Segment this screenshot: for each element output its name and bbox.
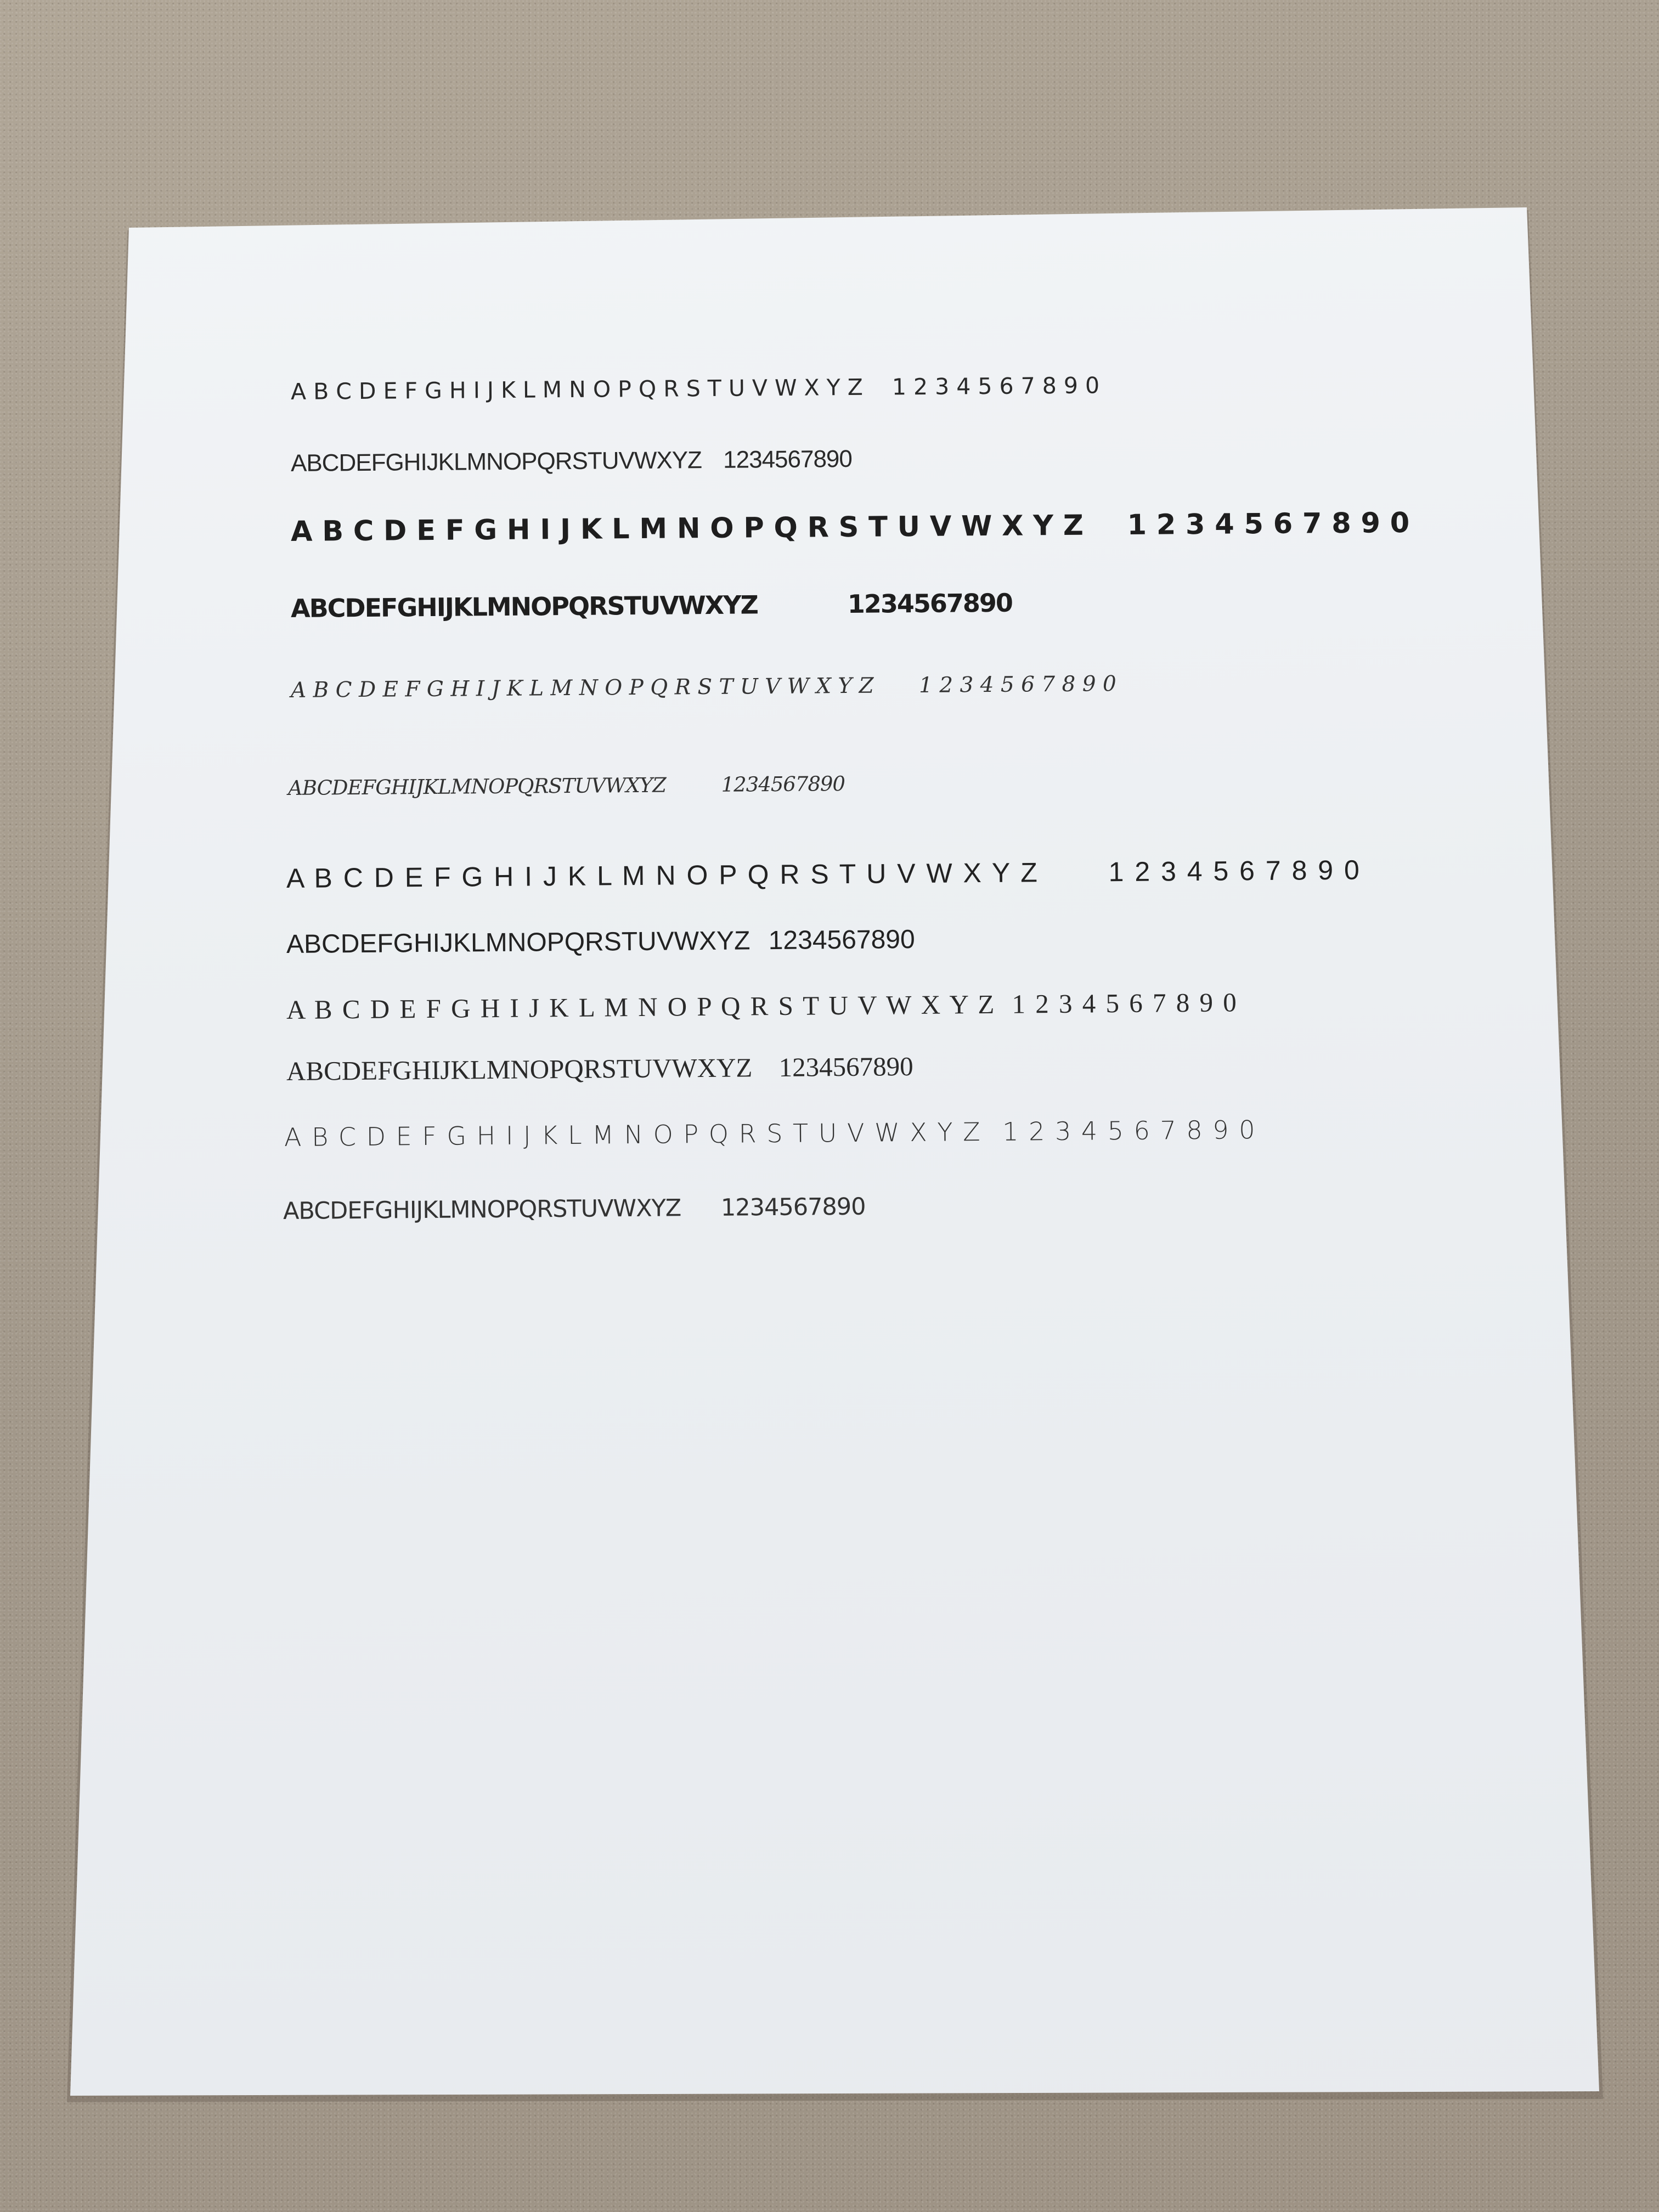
alphabet-text: A B C D E F G H I J K L M N O P Q R S T U V W X Y Z (284, 1117, 981, 1152)
alphabet-text: A B C D E F G H I J K L M N O P Q R S T U V W X Y Z (290, 509, 1084, 548)
digits-text: 1234567890 (723, 445, 853, 473)
digits-text: 1 2 3 4 5 6 7 8 9 0 (1012, 987, 1238, 1019)
digits-text: 1 2 3 4 5 6 7 8 9 0 (1127, 506, 1410, 542)
sample-line-4 (291, 588, 1012, 623)
sample-line-10 (286, 1051, 913, 1087)
sample-line-6 (288, 772, 845, 800)
sample-line-2 (291, 445, 852, 477)
alphabet-text: ABCDEFGHIJKLMNOPQRSTUVWXYZ (283, 1194, 681, 1225)
alphabet-text: A B C D E F G H I J K L M N O P Q R S T U V W X Y Z (290, 374, 864, 405)
alphabet-text: ABCDEFGHIJKLMNOPQRSTUVWXYZ (286, 1052, 753, 1086)
digits-text: 1234567890 (778, 1051, 913, 1082)
digits-text: 1234567890 (847, 588, 1013, 619)
alphabet-text: ABCDEFGHIJKLMNOPQRSTUVWXYZ (286, 926, 751, 959)
alphabet-text: A B C D E F G H I J K L M N O P Q R S T U V W X Y Z (286, 857, 1039, 894)
digits-text: 1 2 3 4 5 6 7 8 9 0 (918, 672, 1116, 698)
sample-line-12 (283, 1193, 866, 1225)
digits-text: 1 2 3 4 5 6 7 8 9 0 (891, 372, 1100, 400)
alphabet-text: ABCDEFGHIJKLMNOPQRSTUVWXYZ (290, 447, 702, 477)
digits-text: 1 2 3 4 5 6 7 8 9 0 (1002, 1115, 1256, 1147)
digits-text: 1 2 3 4 5 6 7 8 9 0 (1108, 854, 1361, 888)
digits-text: 1234567890 (721, 772, 845, 797)
sample-line-8 (286, 924, 915, 960)
alphabet-text: ABCDEFGHIJKLMNOPQRSTUVWXYZ (290, 590, 758, 623)
alphabet-text: ABCDEFGHIJKLMNOPQRSTUVWXYZ (287, 773, 667, 800)
digits-text: 1234567890 (768, 925, 915, 956)
digits-text: 1234567890 (720, 1193, 866, 1222)
alphabet-text: A B C D E F G H I J K L M N O P Q R S T U V W X Y Z (290, 673, 874, 703)
alphabet-text: A B C D E F G H I J K L M N O P Q R S T U V W X Y Z (286, 989, 996, 1025)
